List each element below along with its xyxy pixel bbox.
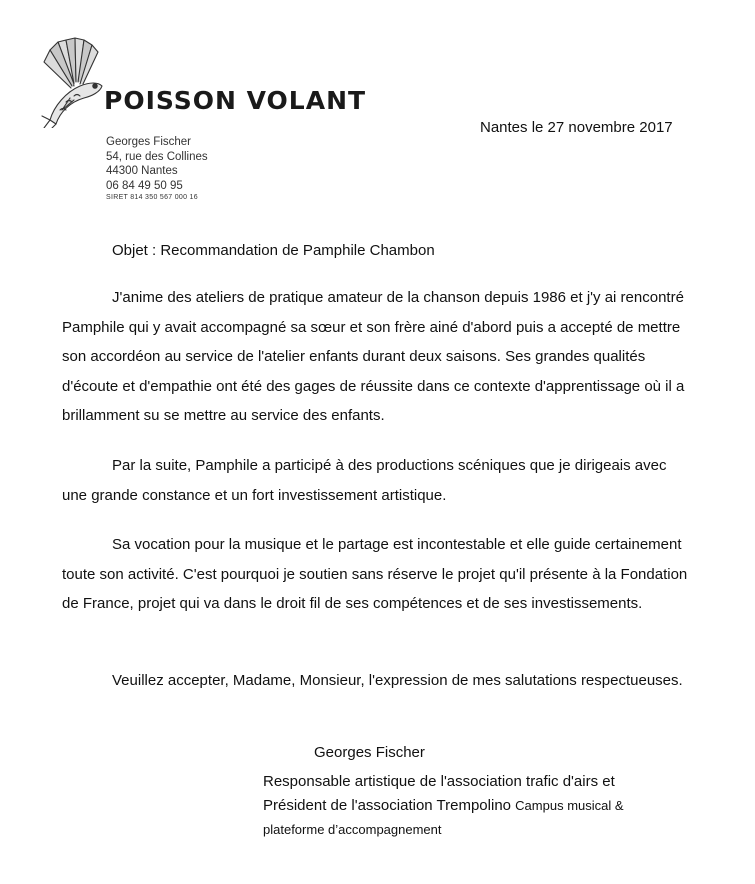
flying-fish-logo-icon — [40, 36, 110, 128]
body-paragraph-3 — [62, 530, 694, 619]
signature-line-2-small: Campus musical & — [515, 798, 624, 813]
paragraph-text: J'anime des ateliers de pratique amateur de la chanson depuis 1986 et j'y ai rencontré Pamphile qui y avait accompagné sa sœur et son frère ainé d'abord puis a accepté de mettre son accordéon au service de l'atelier enfants durant deux saisons. Ses grandes qualités d'écoute et d'empathie ont été des gages de réussite dans ce contexte d'apprentissage où il a brillamment su se mettre au service des enfants. — [62, 289, 685, 424]
signature-line-2-main: Président de l'association Trempolino — [263, 797, 511, 814]
sender-phone: 06 84 49 50 95 — [106, 179, 183, 192]
paragraph-text: Veuillez accepter, Madame, Monsieur, l'expression de mes salutations respectueuses. — [112, 672, 683, 689]
sender-name: Georges Fischer — [106, 136, 192, 148]
signature-line-2 — [263, 794, 624, 818]
sender-address-block — [106, 135, 208, 203]
body-paragraph-2 — [62, 451, 694, 510]
logo-wordmark: POISSON VOLANT — [104, 86, 367, 115]
paragraph-text: Sa vocation pour la musique et le partage est incontestable et elle guide certainement toute son activité. C'est pourquoi je soutien sans réserve le projet qu'il présente à la Fondation de France, projet qui va dans le droit fil de ses compétences et de ses investissements. — [62, 536, 688, 612]
letter-date: Nantes le 27 novembre 2017 — [480, 119, 673, 136]
signature-name: Georges Fischer — [314, 744, 425, 761]
signature-line-1: Responsable artistique de l'association trafic d'airs et — [263, 773, 615, 790]
sender-city: 44300 Nantes — [106, 165, 178, 177]
signature-role — [263, 770, 624, 842]
body-paragraph-4 — [62, 666, 694, 696]
sender-street: 54, rue des Collines — [106, 150, 208, 163]
signature-line-3: plateforme d’accompagnement — [263, 822, 442, 837]
letter-subject: Objet : Recommandation de Pamphile Chambon — [112, 242, 435, 259]
body-paragraph-1 — [62, 283, 694, 431]
sender-siret: SIRET 814 350 567 000 16 — [106, 194, 198, 201]
paragraph-text: Par la suite, Pamphile a participé à des productions scéniques que je dirigeais avec une grande constance et un fort investissement artistique. — [62, 457, 667, 504]
